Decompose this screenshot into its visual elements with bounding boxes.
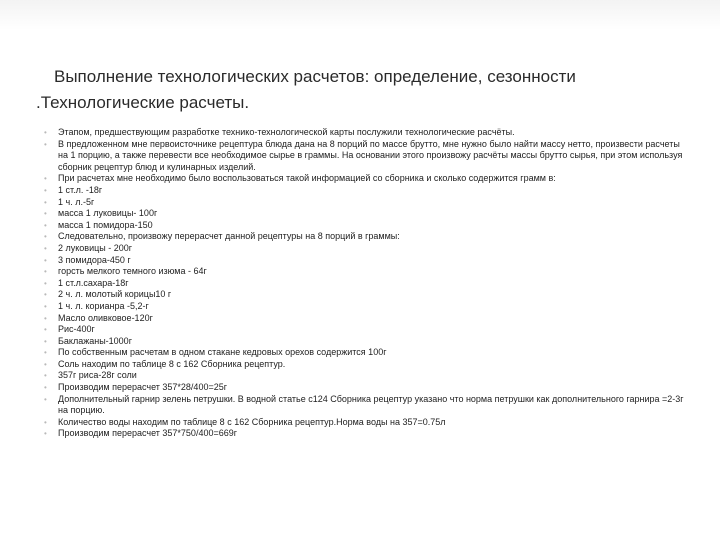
- bullet-item: • горсть мелкого темного изюма - 64г: [44, 266, 684, 278]
- bullet-item: • 3 помидора-450 г: [44, 255, 684, 267]
- bullet-item: • В предложенном мне первоисточнике рецептура блюда дана на 8 порций по массе брутто, мне нужно было найти массу нетто, произвести расчеты на 1 порцию, а также перевести все необходимое сырье в граммы. На основании этого произвожу расчёты массы брутто сырья, при этом используя сборник рецептур блюд и кулинарных изделий.: [44, 139, 684, 174]
- bullet-item: • По собственным расчетам в одном стакане кедровых орехов содержится 100г: [44, 347, 684, 359]
- bullet-item: • Производим перерасчет 357*28/400=25г: [44, 382, 684, 394]
- bullet-item: • Баклажаны-1000г: [44, 336, 684, 348]
- bullet-item: • Дополнительный гарнир зелень петрушки. В водной статье с124 Сборника рецептур указано что норма петрушки как дополнительного гарнира =2-3г на порцию.: [44, 394, 684, 417]
- slide-top-bar: [0, 0, 720, 30]
- bullet-item: • Производим перерасчет 357*750/400=669г: [44, 428, 684, 440]
- bullet-item: • 1 ч. л.-5г: [44, 197, 684, 209]
- bullet-item: • 1 ст.л.сахара-18г: [44, 278, 684, 290]
- bullet-item: • Масло оливковое-120г: [44, 313, 684, 325]
- bullet-item: • Этапом, предшествующим разработке технико-технологической карты послужили технологические расчёты.: [44, 127, 684, 139]
- title-line-1: Выполнение технологических расчетов: определение, сезонности: [54, 67, 576, 86]
- slide-title: [36, 64, 696, 116]
- title-line-2: .Технологические расчеты.: [36, 93, 250, 112]
- bullet-item: • Рис-400г: [44, 324, 684, 336]
- bullet-item: • При расчетах мне необходимо было воспользоваться такой информацией со сборника и сколько содержится грамм в:: [44, 173, 684, 185]
- bullet-item: • 2 ч. л. молотый корицы10 г: [44, 289, 684, 301]
- bullet-item: • Соль находим по таблице 8 с 162 Сборника рецептур.: [44, 359, 684, 371]
- bullet-item: • Количество воды находим по таблице 8 с 162 Сборника рецептур.Норма воды на 357=0.75л: [44, 417, 684, 429]
- bullet-item: • 357г риса-28г соли: [44, 370, 684, 382]
- bullet-item: • 1 ст.л. -18г: [44, 185, 684, 197]
- bullet-item: • масса 1 помидора-150: [44, 220, 684, 232]
- bullet-item: • 2 луковицы - 200г: [44, 243, 684, 255]
- bullet-list: [44, 127, 684, 440]
- bullet-item: • 1 ч. л. корианра -5,2-г: [44, 301, 684, 313]
- bullet-item: • масса 1 луковицы- 100г: [44, 208, 684, 220]
- bullet-item: • Следовательно, произвожу перерасчет данной рецептуры на 8 порций в граммы:: [44, 231, 684, 243]
